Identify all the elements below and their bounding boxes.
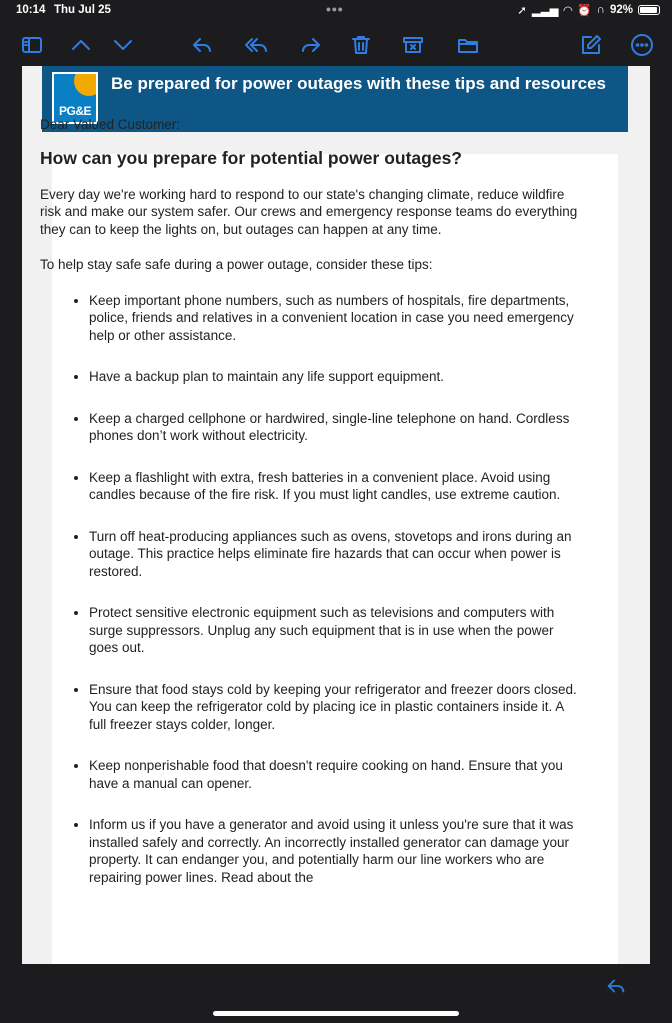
headphones-icon: ∩ [596,4,605,16]
previous-message-icon[interactable] [67,31,95,59]
greeting: Dear Valued Customer: [40,117,181,132]
wifi-icon: ◠ [563,5,573,17]
battery-icon [638,5,660,15]
tip-item: • Protect sensitive electronic equipment such as televisions and computers with surge suppressors. Unplug any such equipment that is in use when the power goes out. [89,604,580,657]
alarm-icon: ⏰ [577,5,592,17]
more-options-icon[interactable] [628,31,656,59]
home-indicator[interactable] [213,1011,459,1016]
folder-icon[interactable] [454,31,482,59]
tip-item: • Inform us if you have a generator and avoid using it unless you're sure that it was installed safely and correctly. An incorrectly installed generator can damage your property. It can endanger you, and potentially harm our line workers who are repairing power lines. Read about the [89,816,580,886]
tip-item: • Turn off heat-producing appliances such as ovens, stovetops and irons during an outage. This practice helps eliminate fire hazards that can occur when power is restored. [89,528,580,581]
forward-icon[interactable] [297,31,325,59]
tip-item: • Keep important phone numbers, such as numbers of hospitals, fire departments, police, friends and relatives in a convenient location in case you need emergency help or other assistance. [89,292,580,345]
trash-icon[interactable] [347,31,375,59]
battery-percent: 92% [609,4,633,16]
compose-icon[interactable] [577,31,605,59]
cellular-signal-icon: ▂▃▅ [531,5,559,17]
tips-list [40,292,580,887]
tip-item: • Keep nonperishable food that doesn't require cooking on hand. Ensure that you have a manual can opener. [89,757,580,792]
reply-all-icon[interactable] [242,31,270,59]
email-content [40,116,580,910]
archive-icon[interactable] [399,31,427,59]
bottom-bar [0,964,672,1023]
sidebar-toggle-icon[interactable] [18,31,46,59]
tip-item: • Keep a charged cellphone or hardwired, single-line telephone on hand. Cordless phones don’t work without electricity. [89,410,580,445]
status-bar [0,0,672,24]
logo-text: PG&E [58,104,91,118]
tip-item: • Keep a flashlight with extra, fresh batteries in a convenient place. Avoid using candles because of the fire risk. If you must light candles, use extreme caution. [89,469,580,504]
multitasking-dots-icon[interactable]: ••• [326,1,344,17]
reply-icon[interactable] [188,31,216,59]
status-time: 10:14 [16,4,46,16]
status-date: Thu Jul 25 [54,4,111,16]
email-heading: How can you prepare for potential power outages? [40,147,462,168]
banner-title: Be prepared for power outages with these tips and resources [111,74,607,93]
intro-paragraph: Every day we're working hard to respond to our state's changing climate, reduce wildfire risk and make our system safer. Our crews and emergency response teams do everything they can to keep the lights on, but outages can happen at any time. [40,186,578,237]
tip-item: • Ensure that food stays cold by keeping your refrigerator and freezer doors closed. You can keep the refrigerator cold by placing ice in plastic containers inside it. A full freezer stays colder, longer. [89,681,580,734]
status-indicators [517,3,660,17]
mail-toolbar [0,26,672,64]
tip-item: • Have a backup plan to maintain any life support equipment. [89,368,580,386]
reply-icon[interactable] [602,972,630,1000]
location-icon: ➚ [517,5,527,17]
next-message-icon[interactable] [109,31,137,59]
tips-intro: To help stay safe safe during a power outage, consider these tips: [40,257,433,272]
